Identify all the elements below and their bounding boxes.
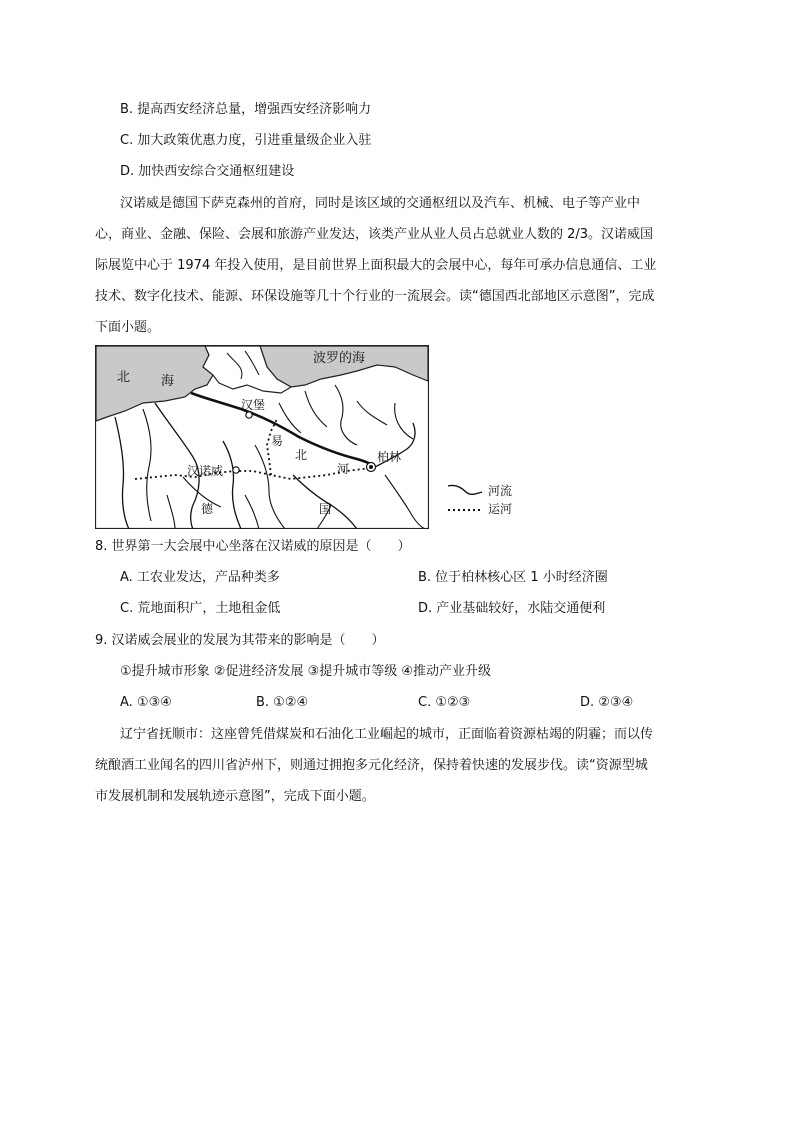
passage-line: 汉诺威是德国下萨克森州的首府，同时是该区域的交通枢纽以及汽车、机械、电子等产业中 [120,196,641,211]
map-legend [446,482,536,522]
legend-canal-label: 运河 [488,502,513,516]
option-b-prev: B. 提高西安经济总量，增强西安经济影响力 [120,102,372,117]
passage-line: 际展览中心于 1974 年投入使用，是目前世界上面积最大的会展中心，每年可承办信息通信、工业 [95,258,657,273]
passage-line: 辽宁省抚顺市：这座曾凭借煤炭和石油化工业崛起的城市，正面临着资源枯竭的阴霾；而以传 [120,727,654,742]
question-9-option-a: A. ①③④ [120,695,172,710]
question-8-option-a: A. 工农业发达，产品种类多 [120,570,280,585]
label-north-sea-2: 海 [161,374,175,389]
passage-line: 技术、数字化技术、能源、环保设施等几十个行业的一流展会。读“德国西北部地区示意图”，完成 [95,289,655,304]
label-baltic: 波罗的海 [313,351,366,366]
passage-line: 统酿酒工业闻名的四川省泸州下，则通过拥抱多元化经济，保持着快速的发展步伐。读“资源型城 [95,758,648,773]
hannover-marker [233,467,239,473]
passage-line: 下面小题。 [95,320,161,335]
hamburg-marker [246,412,252,418]
label-elbe-2: 北 [295,448,308,462]
northwest-germany-map [95,345,429,529]
question-9-option-b: B. ①②④ [256,695,309,710]
label-elbe-3: 河 [337,462,350,476]
question-9-option-d: D. ②③④ [580,695,634,710]
label-germany-1: 德 [201,502,214,516]
question-8-option-c: C. 荒地面积广，土地租金低 [120,601,281,616]
label-hannover: 汉诺威 [187,464,224,478]
legend-symbols [446,482,486,522]
question-9-option-c: C. ①②③ [418,695,471,710]
legend-river-label: 河流 [488,484,513,498]
question-9-items: ①提升城市形象 ②促进经济发展 ③提升城市等级 ④推动产业升级 [120,664,492,679]
label-berlin: 柏林 [377,450,402,464]
question-9-stem: 9. 汉诺威会展业的发展为其带来的影响是（ ） [95,633,385,648]
label-north-sea-1: 北 [117,370,131,385]
option-d-prev: D. 加快西安综合交通枢纽建设 [120,164,295,179]
question-8-option-b: B. 位于柏林核心区 1 小时经济圈 [418,570,608,585]
label-elbe-1: 易 [271,434,284,448]
label-germany-2: 国 [319,502,332,516]
question-8-stem: 8. 世界第一大会展中心坐落在汉诺威的原因是（ ） [95,539,411,554]
legend-river-symbol [448,485,482,494]
question-8-option-d: D. 产业基础较好，水陆交通便利 [418,601,606,616]
passage-line: 心，商业、金融、保险、会展和旅游产业发达，该类产业从业人员占总就业人数的 2/3。汉诺威国 [95,227,654,242]
passage-line: 市发展机制和发展轨迹示意图”，完成下面小题。 [95,789,375,804]
option-c-prev: C. 加大政策优惠力度，引进重量级企业入驻 [120,133,372,148]
label-hamburg: 汉堡 [241,398,266,412]
